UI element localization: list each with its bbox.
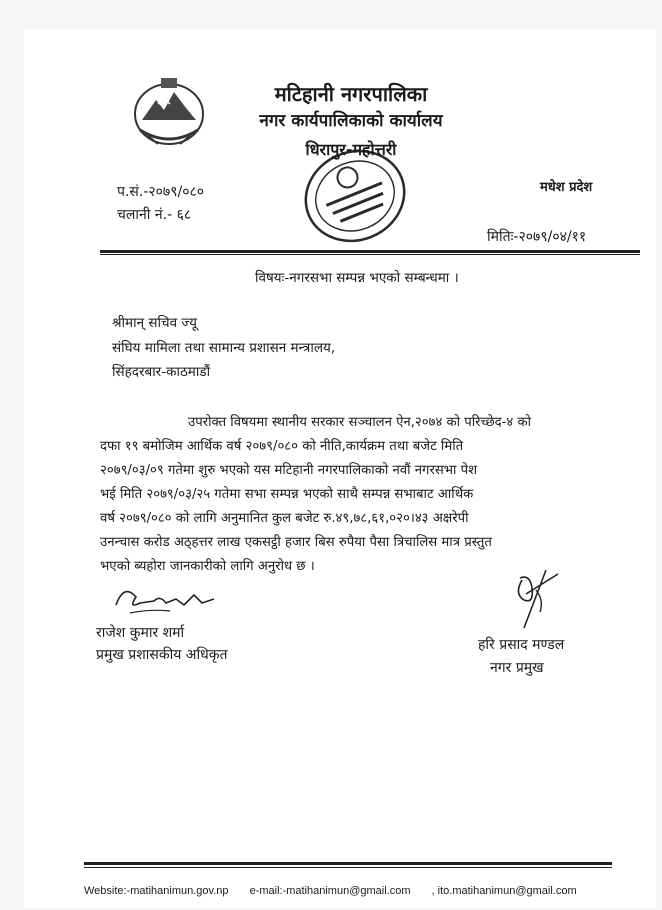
recipient-ministry: संघिय मामिला तथा सामान्य प्रशासन मन्त्रालय, (112, 340, 336, 356)
header-divider (100, 250, 640, 253)
right-signatory-title: नगर प्रमुख (490, 660, 544, 676)
body-line: भएको ब्यहोरा जानकारीको लागि अनुरोध छ । (100, 559, 315, 574)
left-signature (110, 575, 220, 623)
footer-divider-thin (84, 867, 612, 868)
body-line: भई मिति २०७९/०३/२५ गतेमा सभा सम्पन्न भएको साथै सम्पन्न सभाबाट आर्थिक (100, 487, 474, 502)
office-seal-stamp (300, 146, 410, 246)
header-divider-thin (100, 254, 640, 255)
footer-email-secondary[interactable]: , ito.matihanimun@gmail.com (431, 885, 577, 897)
office-location: धिरापुर-महोत्तरी (305, 140, 397, 159)
dispatch-number: चलानी नं.- ६८ (117, 207, 192, 223)
right-signatory-name: हरि प्रसाद मण्डल (478, 637, 565, 653)
recipient-address: सिंहदरबार-काठमाडौं (112, 364, 211, 380)
body-line: उनन्चास करोड अठ्हत्तर लाख एकसट्ठी हजार बिस रुपैया पैसा त्रिचालिस मात्र प्रस्तुत (100, 535, 492, 550)
recipient-title: श्रीमान् सचिव ज्यू (112, 315, 197, 331)
reference-number: प.सं.-२०७९/०८० (117, 184, 205, 200)
letter-subject: विषयः-नगरसभा सम्पन्न भएको सम्बन्धमा । (255, 270, 459, 286)
footer-divider (84, 862, 612, 865)
footer-email[interactable]: e-mail:-matihanimun@gmail.com (249, 885, 411, 897)
body-line: उपरोक्त विषयमा स्थानीय सरकार सञ्चालन ऐन,२०७४ को परिच्छेद-४ को (188, 415, 532, 430)
left-signatory-title: प्रमुख प्रशासकीय अधिकृत (96, 647, 228, 663)
body-line: २०७९/०३/०९ गतेमा शुरु भएको यस मटिहानी नगरपालिकाको नवौं नगरसभा पेश (100, 463, 478, 478)
right-signature (500, 560, 570, 630)
letter-date: मितिः-२०७९/०४/११ (487, 229, 587, 245)
body-line: वर्ष २०७९/०८० को लागि अनुमानित कुल बजेट रु.४९,७८,६१,०२०।४३ अक्षरेपी (100, 511, 469, 526)
body-line: दफा १९ बमोजिम आर्थिक वर्ष २०७९/०८० को नीति,कार्यक्रम तथा बजेट मिति (100, 439, 464, 454)
province-label: मधेश प्रदेश (540, 180, 593, 195)
footer-website[interactable]: Website:-matihanimun.gov.np (84, 885, 229, 897)
footer-contact (84, 885, 595, 897)
office-name: नगर कार्यपालिकाको कार्यालय (259, 111, 443, 131)
municipality-name: मटिहानी नगरपालिका (274, 82, 428, 106)
left-signatory-name: राजेश कुमार शर्मा (96, 625, 185, 641)
